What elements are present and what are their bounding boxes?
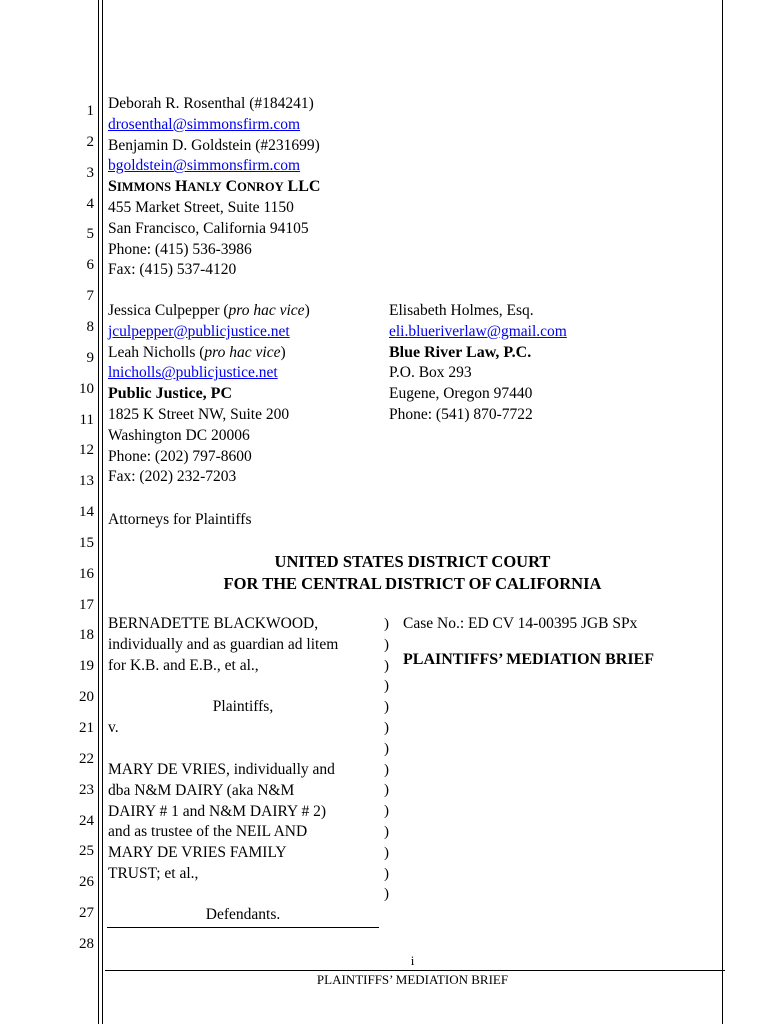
line-number: 17 xyxy=(79,596,94,613)
case-number: Case No.: ED CV 14-00395 JGB SPx xyxy=(403,615,638,632)
party-line: dba N&M DAIRY (aka N&M xyxy=(108,781,295,799)
party-line: TRUST; et al., xyxy=(108,864,199,882)
line-number: 4 xyxy=(86,195,94,212)
line-number: 24 xyxy=(79,812,94,829)
attorney-name: Deborah R. Rosenthal (#184241) xyxy=(108,95,314,112)
document-title: PLAINTIFFS’ MEDIATION BRIEF xyxy=(403,651,654,668)
line-number: 15 xyxy=(79,534,94,551)
plaintiff-party xyxy=(108,614,338,676)
party-line: for K.B. and E.B., et al., xyxy=(108,656,259,674)
line-number: 1 xyxy=(86,103,94,119)
counsel-right xyxy=(389,301,567,426)
line-number: 26 xyxy=(79,874,94,891)
firm-name: SIMMONS HANLY CONROY LLC xyxy=(108,178,321,196)
line-number: 3 xyxy=(86,164,94,181)
margin-rule-left-inner xyxy=(102,0,103,1024)
line-number: 22 xyxy=(79,750,94,767)
court-heading xyxy=(103,551,722,594)
email-link[interactable]: lnicholls@publicjustice.net xyxy=(108,364,278,382)
line-number: 11 xyxy=(79,411,94,428)
court-name: UNITED STATES DISTRICT COURT xyxy=(274,552,551,571)
line-number: 14 xyxy=(79,504,94,521)
line-number: 27 xyxy=(79,905,94,922)
caption-paren-column: ) ) ) ) ) ) ) ) ) ) ) ) ) ) xyxy=(384,616,389,903)
attorney-name: Jessica Culpepper (pro hac vice) xyxy=(108,302,310,319)
party-line: MARY DE VRIES FAMILY xyxy=(108,844,287,862)
firm-name: Blue River Law, P.C. xyxy=(389,343,532,361)
party-line: BERNADETTE BLACKWOOD, xyxy=(108,615,319,632)
line-number: 23 xyxy=(79,781,94,798)
defendants-label: Defendants. xyxy=(205,906,281,923)
line-number: 9 xyxy=(86,349,94,366)
email-link[interactable]: bgoldstein@simmonsfirm.com xyxy=(108,157,301,175)
line-number: 5 xyxy=(86,226,94,243)
email-link[interactable]: eli.blueriverlaw@gmail.com xyxy=(389,322,567,340)
party-line: individually and as guardian ad litem xyxy=(108,635,339,653)
line-number: 8 xyxy=(86,318,94,335)
counsel-left xyxy=(108,301,310,488)
address-line: Washington DC 20006 xyxy=(108,426,250,444)
line-number: 19 xyxy=(79,658,94,675)
phone-line: Phone: (202) 797-8600 xyxy=(108,447,252,465)
caption-bottom-rule xyxy=(107,927,379,928)
attorney-name: Elisabeth Holmes, Esq. xyxy=(389,302,534,319)
line-number: 7 xyxy=(86,288,94,305)
line-number: 16 xyxy=(79,565,94,582)
versus-label: v. xyxy=(108,719,119,736)
counsel-primary xyxy=(108,94,320,281)
line-number: 28 xyxy=(79,935,94,952)
address-line: 1825 K Street NW, Suite 200 xyxy=(108,405,290,423)
firm-name: Public Justice, PC xyxy=(108,385,232,403)
address-line: 455 Market Street, Suite 1150 xyxy=(108,198,294,216)
line-number: 2 xyxy=(86,133,94,150)
line-number: 13 xyxy=(79,473,94,490)
line-number: 21 xyxy=(79,720,94,736)
footer-title: PLAINTIFFS’ MEDIATION BRIEF xyxy=(316,972,509,987)
phone-line: Phone: (541) 870-7722 xyxy=(389,405,533,423)
party-line: and as trustee of the NEIL AND xyxy=(108,823,308,841)
phone-line: Phone: (415) 536-3986 xyxy=(108,240,252,258)
party-line: MARY DE VRIES, individually and xyxy=(108,761,335,778)
court-district: FOR THE CENTRAL DISTRICT OF CALIFORNIA xyxy=(223,573,602,593)
line-number: 18 xyxy=(79,627,94,644)
party-line: DAIRY # 1 and N&M DAIRY # 2) xyxy=(108,802,326,820)
address-line: Eugene, Oregon 97440 xyxy=(389,385,533,403)
fax-line: Fax: (415) 537-4120 xyxy=(108,261,237,279)
email-link[interactable]: drosenthal@simmonsfirm.com xyxy=(108,115,301,133)
address-line: San Francisco, California 94105 xyxy=(108,219,309,237)
email-link[interactable]: jculpepper@publicjustice.net xyxy=(108,322,290,340)
line-number: 20 xyxy=(79,689,94,706)
attorney-name: Benjamin D. Goldstein (#231699) xyxy=(108,136,320,154)
footer-rule xyxy=(105,970,725,971)
margin-rule-right xyxy=(722,0,723,1024)
line-number: 6 xyxy=(86,257,94,274)
attorney-name: Leah Nicholls (pro hac vice) xyxy=(108,343,286,361)
defendant-party xyxy=(108,760,335,885)
fax-line: Fax: (202) 232-7203 xyxy=(108,468,237,486)
attorneys-for: Attorneys for Plaintiffs xyxy=(108,511,252,528)
line-number: 12 xyxy=(79,442,94,459)
address-line: P.O. Box 293 xyxy=(389,364,472,382)
page-number: i xyxy=(410,953,415,968)
line-number: 10 xyxy=(79,380,94,397)
plaintiffs-label: Plaintiffs, xyxy=(212,698,274,715)
margin-rule-left-outer xyxy=(98,0,99,1024)
line-number: 25 xyxy=(79,843,94,860)
